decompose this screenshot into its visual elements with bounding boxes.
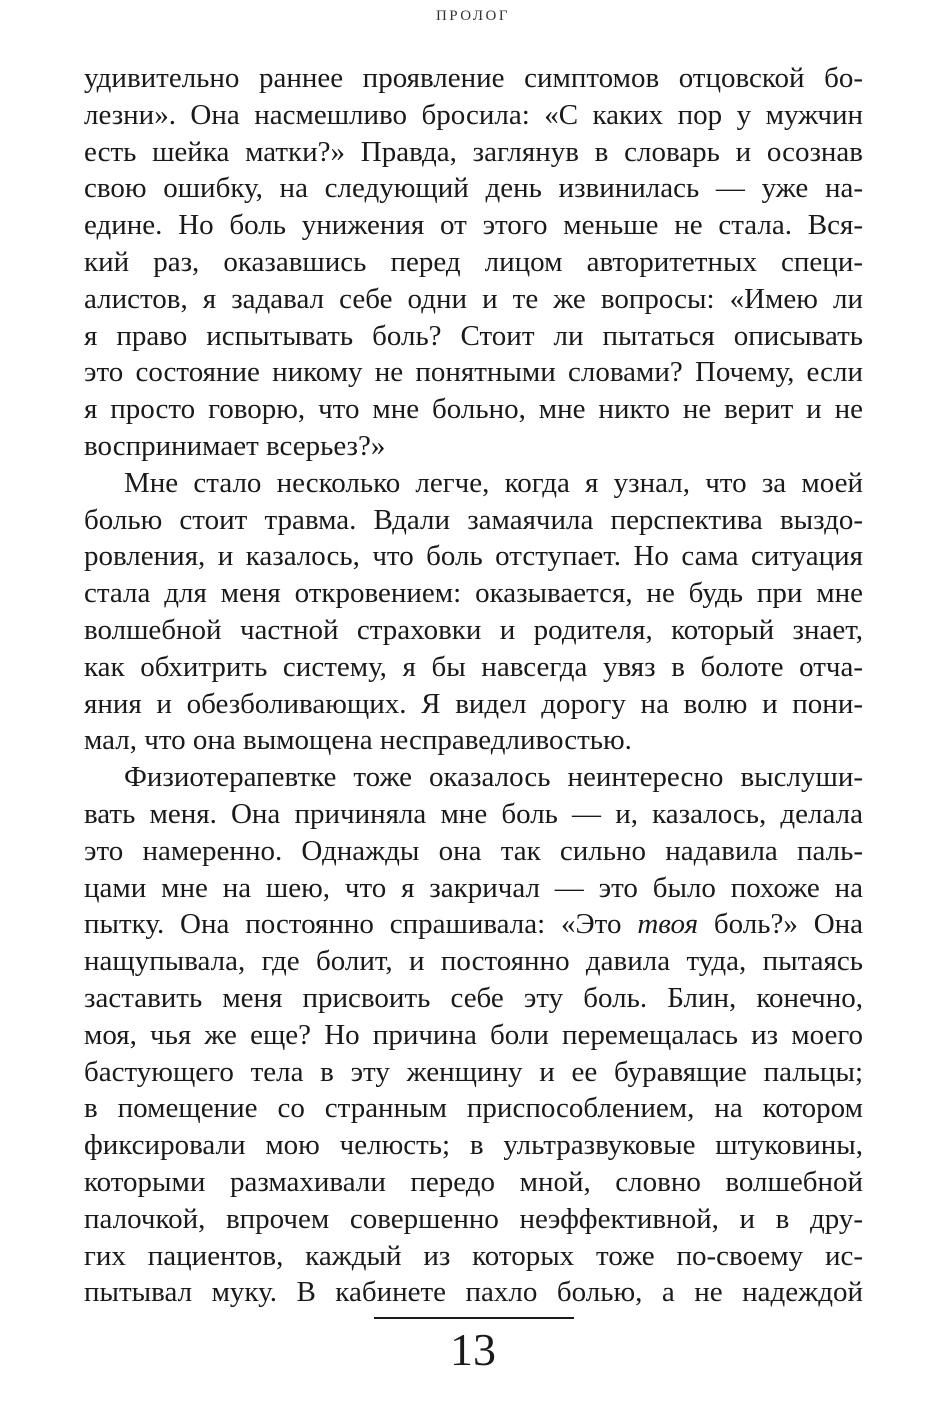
text-segment: боль?» Она	[713, 908, 864, 941]
text-line: лезни». Она насмешливо бросила: «С каких пор у мужчин	[84, 98, 863, 131]
text-line: фиксировали мою челюсть; в ультразвуковые штуковины,	[84, 1129, 863, 1162]
text-line-with-italic	[84, 906, 863, 943]
text-line: едине. Но боль унижения от этого меньше не стала. Вся-	[84, 209, 863, 242]
text-line: удивительно раннее проявление симптомов отцовской бо-	[84, 62, 863, 94]
text-line: мал, что она вымощена несправедливостью.	[84, 724, 632, 757]
text-line: ровления, и казалось, что боль отступает. Но сама ситуация	[84, 540, 863, 573]
text-line: есть шейка матки?» Правда, заглянув в словарь и осознав	[84, 135, 863, 168]
text-line: кий раз, оказавшись перед лицом авторитетных специ-	[84, 245, 863, 278]
text-line: Мне стало несколько легче, когда я узнал, что за моей	[124, 466, 863, 499]
text-line: я просто говорю, что мне больно, мне никто не верит и не	[84, 393, 863, 426]
text-line: бастующего тела в эту женщину и ее буравящие пальцы;	[84, 1055, 863, 1088]
text-line: воспринимает всерьез?»	[84, 429, 386, 462]
text-line: стала для меня откровением: оказывается, не будь при мне	[84, 577, 863, 610]
text-line: заставить меня присвоить себе эту боль. Блин, конечно,	[84, 981, 863, 1014]
running-head: ПРОЛОГ	[435, 8, 511, 24]
text-line: я право испытывать боль? Стоит ли пытаться описывать	[84, 319, 863, 352]
text-line: болью стоит травма. Вдали замаячила перспектива выздо-	[84, 503, 863, 536]
text-line: которыми размахивали передо мной, словно волшебной	[84, 1165, 863, 1198]
text-line: моя, чья же еще? Но причина боли перемещалась из моего	[84, 1018, 863, 1051]
text-line: палочкой, впрочем совершенно неэффективной, и в дру-	[84, 1202, 863, 1235]
text-line: гих пациентов, каждый из которых тоже по-своему ис-	[84, 1239, 863, 1272]
text-line: свою ошибку, на следующий день извинилась — уже на-	[84, 172, 863, 205]
text-line: алистов, я задавал себе одни и те же вопросы: «Имею ли	[84, 282, 863, 315]
italic-word: твоя	[637, 908, 699, 941]
text-line: Физиотерапевтке тоже оказалось неинтересно выслуши-	[124, 761, 863, 794]
page-number: 13	[450, 1324, 496, 1375]
text-line: цами мне на шею, что я закричал — это было похоже на	[84, 871, 863, 904]
text-line: это состояние никому не понятными словами? Почему, если	[84, 356, 863, 389]
text-line: пытывал муку. В кабинете пахло болью, а не надеждой	[84, 1276, 863, 1309]
text-line: в помещение со странным приспособлением, на котором	[84, 1092, 863, 1125]
text-line: яния и обезболивающих. Я видел дорогу на волю и пони-	[84, 687, 863, 720]
text-line: это намеренно. Однажды она так сильно надавила паль-	[84, 834, 863, 867]
text-segment: пытку. Она постоянно спрашивала: «Это	[84, 908, 622, 941]
text-line: как обхитрить систему, я бы навсегда увяз в болоте отча-	[84, 650, 863, 683]
body-text	[84, 60, 863, 1311]
text-line: волшебной частной страховки и родителя, который знает,	[84, 613, 863, 646]
text-line: нащупывала, где болит, и постоянно давила туда, пытаясь	[84, 945, 863, 978]
text-line: вать меня. Она причиняла мне боль — и, казалось, делала	[84, 797, 863, 830]
